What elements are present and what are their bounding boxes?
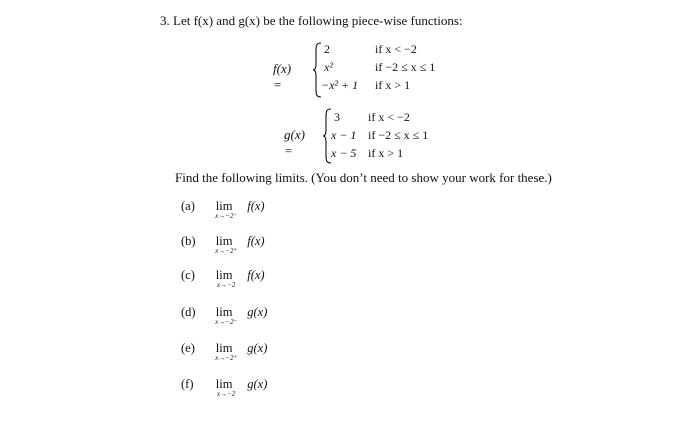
lim-subscript: x→−2⁺ <box>215 354 238 362</box>
part-label: (b) <box>181 234 196 248</box>
f-case-2-expr: x² <box>324 60 333 74</box>
f-case-1-expr: 2 <box>324 42 330 56</box>
limit-part-a <box>181 199 265 220</box>
lim-subscript: x→−2⁻ <box>215 212 238 220</box>
limit-part-f <box>181 377 268 398</box>
limit-function: f(x) <box>247 268 265 282</box>
f-case-3-cond: if x > 1 <box>375 78 411 92</box>
f-case-1-cond: if x < −2 <box>375 42 417 56</box>
limit-function: g(x) <box>247 377 268 391</box>
lim-operator: lim x→−2 <box>206 377 242 392</box>
lim-operator: lim x→−2⁻ <box>206 199 242 214</box>
limit-function: f(x) <box>247 199 265 213</box>
f-lhs: f(x) = <box>273 61 292 92</box>
g-case-1-expr: 3 <box>334 110 340 124</box>
g-case-3-cond: if x > 1 <box>368 146 404 160</box>
limit-function: f(x) <box>247 234 265 248</box>
limit-function: g(x) <box>247 305 268 319</box>
lim-subscript: x→−2 <box>216 281 236 289</box>
lim-operator: lim x→−2 <box>206 268 242 283</box>
limit-part-d <box>181 305 268 326</box>
instructions: Find the following limits. (You don’t need to show your work for these.) <box>175 170 552 185</box>
lim-subscript: x→−2 <box>216 390 236 398</box>
part-label: (c) <box>181 268 195 282</box>
lim-subscript: x→−2⁻ <box>215 318 238 326</box>
lim-operator: lim x→−2⁺ <box>206 234 242 249</box>
part-label: (e) <box>181 341 195 355</box>
part-label: (d) <box>181 305 196 319</box>
g-case-1-cond: if x < −2 <box>368 110 410 124</box>
g-case-2-cond: if −2 ≤ x ≤ 1 <box>368 128 429 142</box>
question-title: 3. Let f(x) and g(x) be the following piece-wise functions: <box>160 13 463 28</box>
lim-operator: lim x→−2⁻ <box>206 305 242 320</box>
f-case-2-cond: if −2 ≤ x ≤ 1 <box>375 60 436 74</box>
limit-function: g(x) <box>247 341 268 355</box>
g-case-2-expr: x − 1 <box>331 128 357 142</box>
part-label: (f) <box>181 377 194 391</box>
g-lhs: g(x) = <box>284 127 305 158</box>
limit-part-b <box>181 234 265 255</box>
lim-subscript: x→−2⁺ <box>215 247 238 255</box>
lim-operator: lim x→−2⁺ <box>206 341 242 356</box>
g-case-3-expr: x − 5 <box>331 146 357 160</box>
f-case-3-expr: −x² + 1 <box>321 78 359 92</box>
limit-part-e <box>181 341 268 362</box>
limit-part-c <box>181 268 265 289</box>
part-label: (a) <box>181 199 195 213</box>
